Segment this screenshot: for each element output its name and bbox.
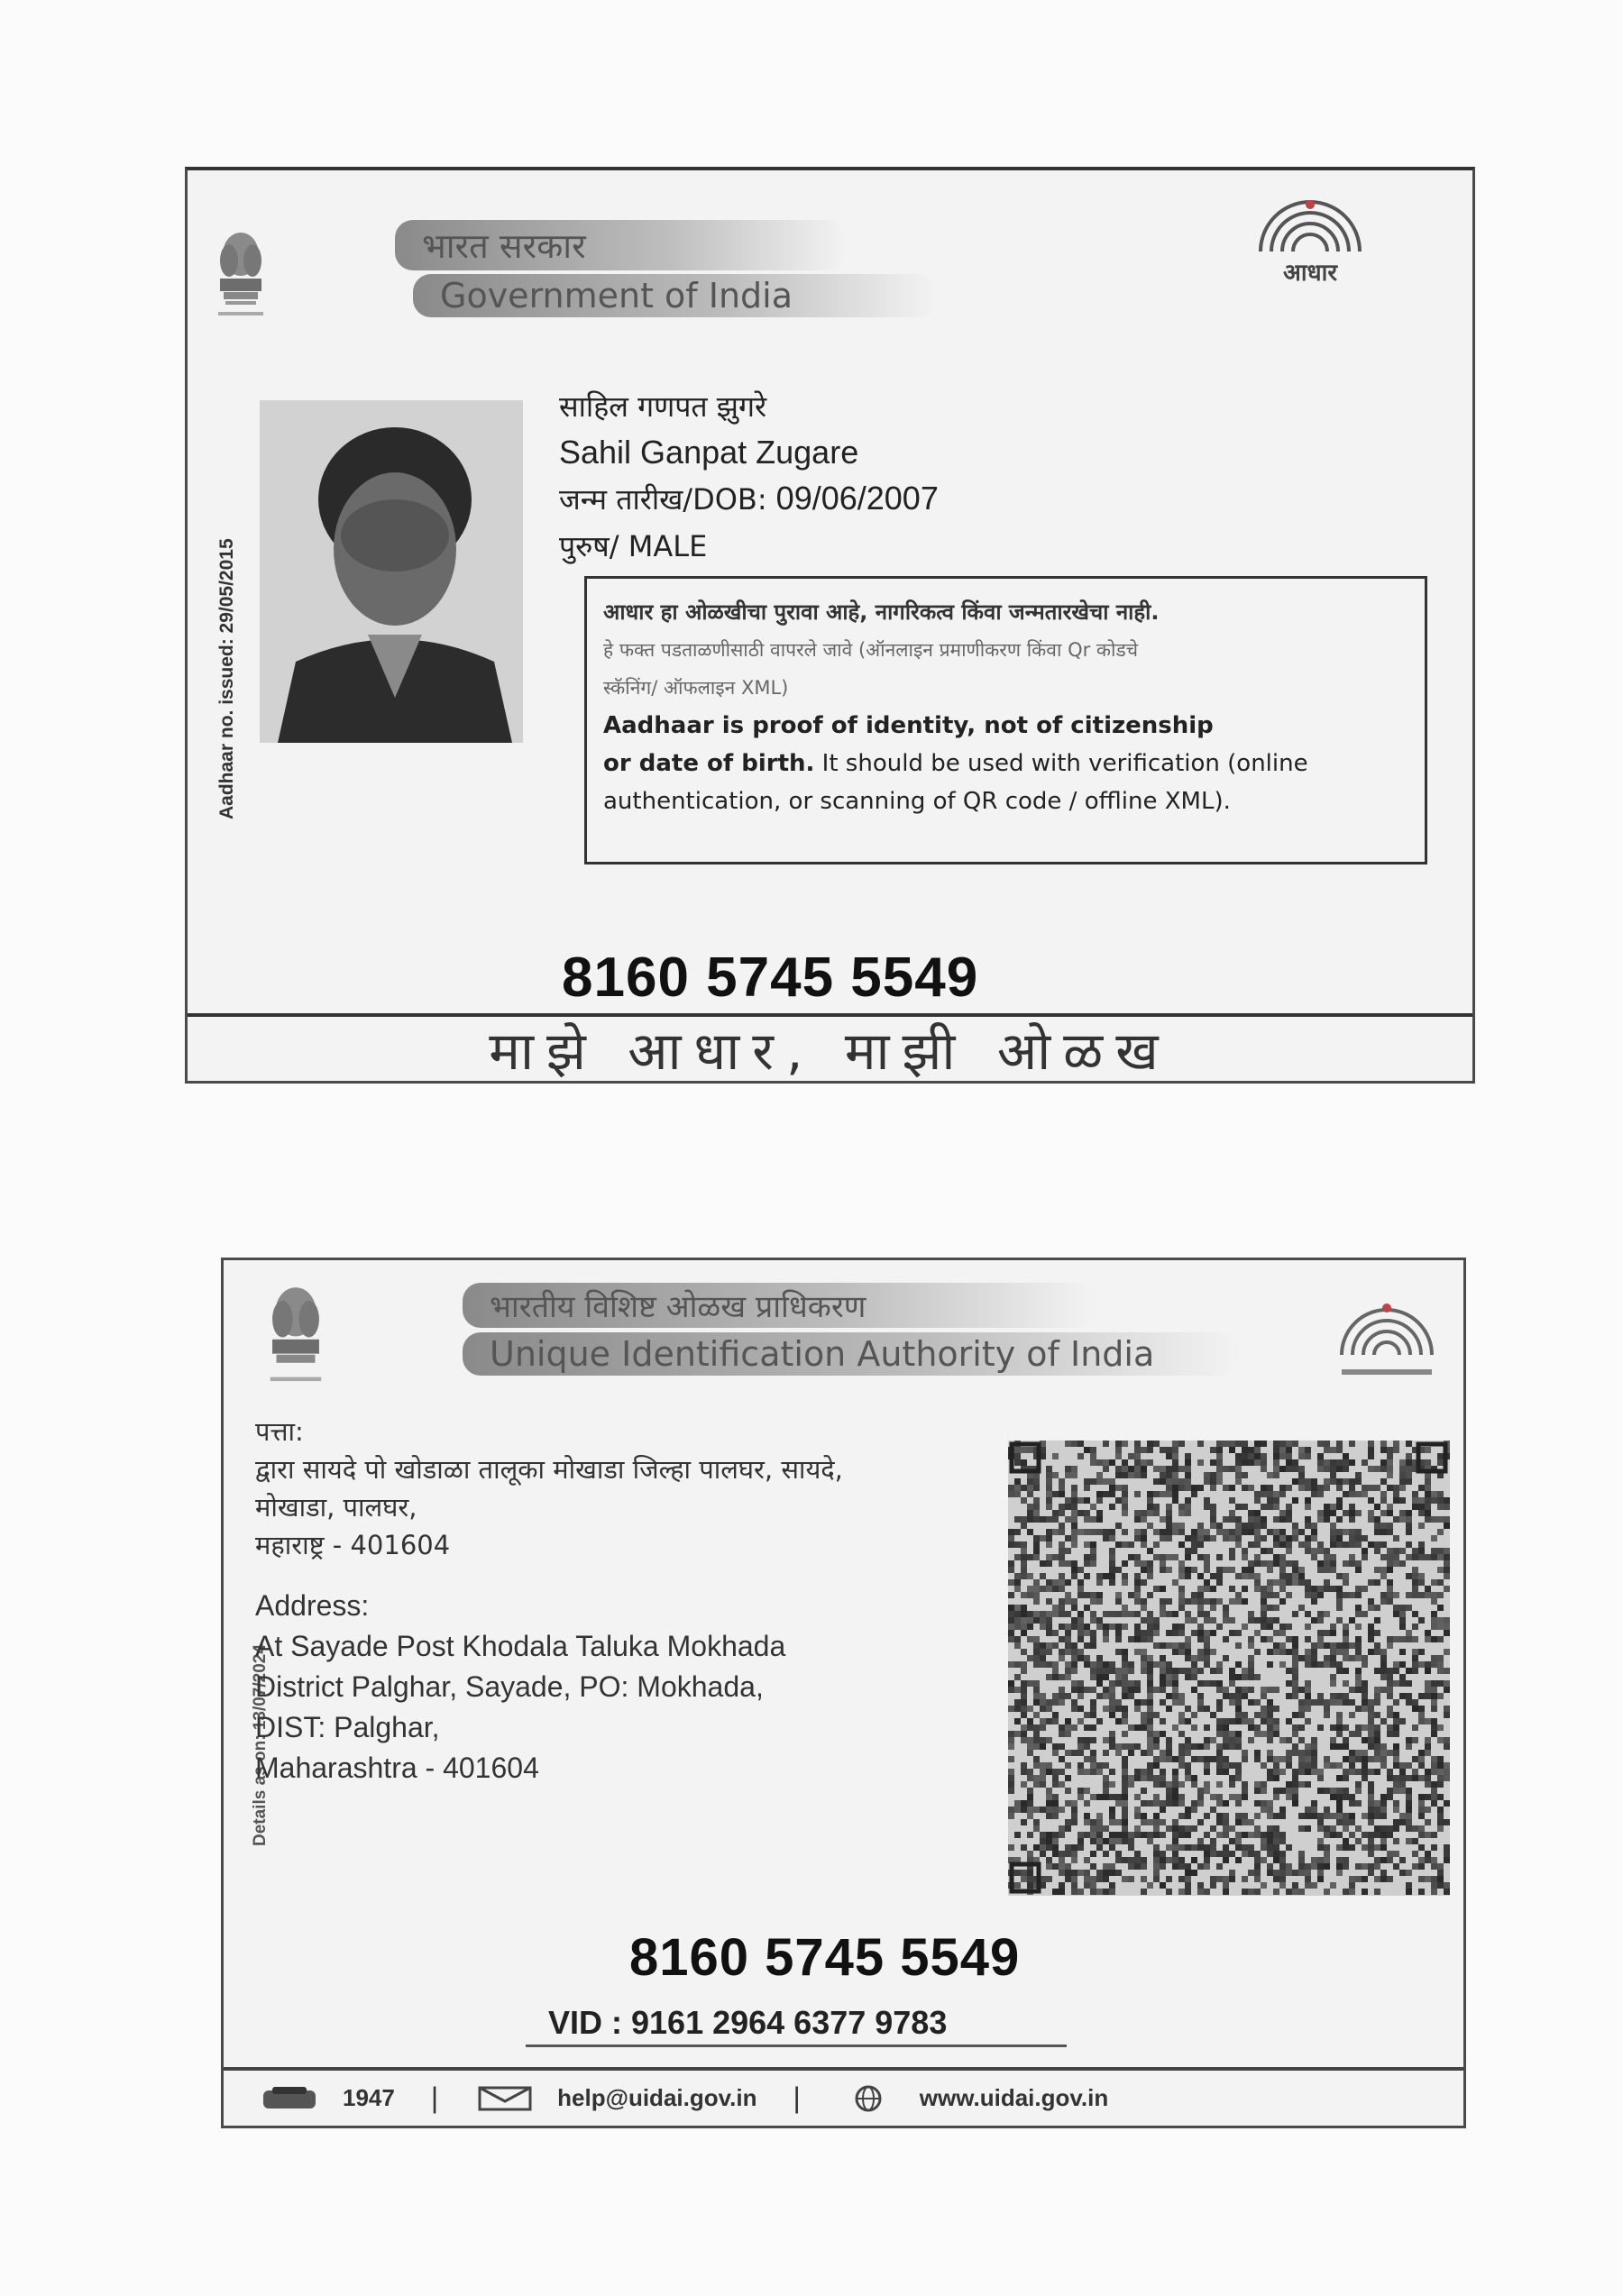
notice-marathi-line1: आधार हा ओळखीचा पुरावा आहे, नागरिकत्व किंवा जन्मतारखेचा नाही.	[603, 599, 1160, 625]
aadhaar-number: 8160 5745 5549	[629, 1928, 1021, 1987]
separator: |	[793, 2081, 801, 2114]
address-english-line2: District Palghar, Sayade, PO: Mokhada,	[255, 1670, 764, 1703]
holder-photo	[260, 400, 523, 743]
aadhaar-front-card	[185, 167, 1475, 1084]
holder-name-marathi: साहिल गणपत झुगरे	[559, 389, 767, 424]
header-english: Government of India	[413, 274, 936, 317]
aadhaar-logo-icon	[1233, 188, 1387, 288]
aadhaar-logo-icon	[1324, 1292, 1450, 1382]
phone-icon	[260, 2085, 323, 2112]
vid-number: VID : 9161 2964 6377 9783	[548, 2004, 948, 2041]
gender: पुरुष/ MALE	[559, 529, 708, 563]
phone-number: 1947	[343, 2084, 395, 2111]
national-emblem-icon	[264, 1283, 327, 1391]
aadhaar-issued-date: Aadhaar no. issued: 29/05/2015	[216, 538, 237, 819]
mail-icon	[474, 2085, 537, 2112]
dob-value: 09/06/2007	[775, 480, 939, 517]
national-emblem-icon	[213, 229, 269, 324]
notice-english-bold: Aadhaar is proof of identity, not of citizenship	[603, 712, 1214, 739]
holder-name-english: Sahil Ganpat Zugare	[559, 434, 859, 471]
notice-english-bold2: or date of birth.	[603, 750, 815, 777]
email-address: help@uidai.gov.in	[557, 2084, 757, 2111]
header-hindi: भारत सरकार	[395, 220, 846, 270]
website-contact	[837, 2084, 1108, 2112]
globe-icon	[837, 2085, 900, 2112]
header-hindi: भारतीय विशिष्ट ओळख प्राधिकरण	[463, 1283, 1094, 1328]
email-contact	[474, 2084, 756, 2112]
address-marathi-line1: द्वारा सायदे पो खोडाळा तालूका मोखाडा जिल्हा पालघर, सायदे,	[255, 1454, 843, 1485]
address-label-english: Address:	[255, 1589, 370, 1622]
address-english-line1: At Sayade Post Khodala Taluka Mokhada	[255, 1630, 786, 1662]
vid-underline	[526, 2044, 1067, 2047]
header-english: Unique Identification Authority of India	[463, 1332, 1238, 1376]
website-url: www.uidai.gov.in	[919, 2084, 1109, 2111]
address-marathi-line2: मोखाडा, पालघर,	[255, 1492, 417, 1523]
details-as-on: Details as on: 13/07/2024	[251, 1644, 270, 1846]
phone-contact	[260, 2084, 395, 2112]
qr-code	[1008, 1441, 1450, 1896]
aadhaar-notice-box	[584, 576, 1427, 864]
aadhaar-back-card	[221, 1258, 1466, 2128]
address-label-marathi: पत्ता:	[255, 1416, 304, 1447]
dob-label: जन्म तारीख/DOB:	[559, 482, 767, 517]
aadhaar-number: 8160 5745 5549	[562, 947, 979, 1009]
address-marathi-line3: महाराष्ट्र - 401604	[255, 1530, 451, 1560]
logo-text: आधार	[1283, 260, 1337, 287]
address-english-line3: DIST: Palghar,	[255, 1711, 440, 1743]
contact-footer	[224, 2067, 1463, 2126]
notice-marathi-line3: स्कॅनिंग/ ऑफलाइन XML)	[603, 677, 789, 699]
notice-english-line3: authentication, or scanning of QR code / offline XML).	[603, 788, 1231, 815]
dob-row	[559, 480, 939, 518]
slogan: माझे आधार, माझी ओळख	[489, 1020, 1171, 1082]
notice-marathi-line2: हे फक्त पडताळणीसाठी वापरले जावे (ऑनलाइन प्रमाणीकरण किंवा Qr कोडचे	[603, 639, 1139, 661]
notice-english-rest: It should be used with verification (online	[814, 750, 1308, 777]
separator: |	[430, 2081, 439, 2114]
address-english-line4: Maharashtra - 401604	[255, 1752, 539, 1784]
